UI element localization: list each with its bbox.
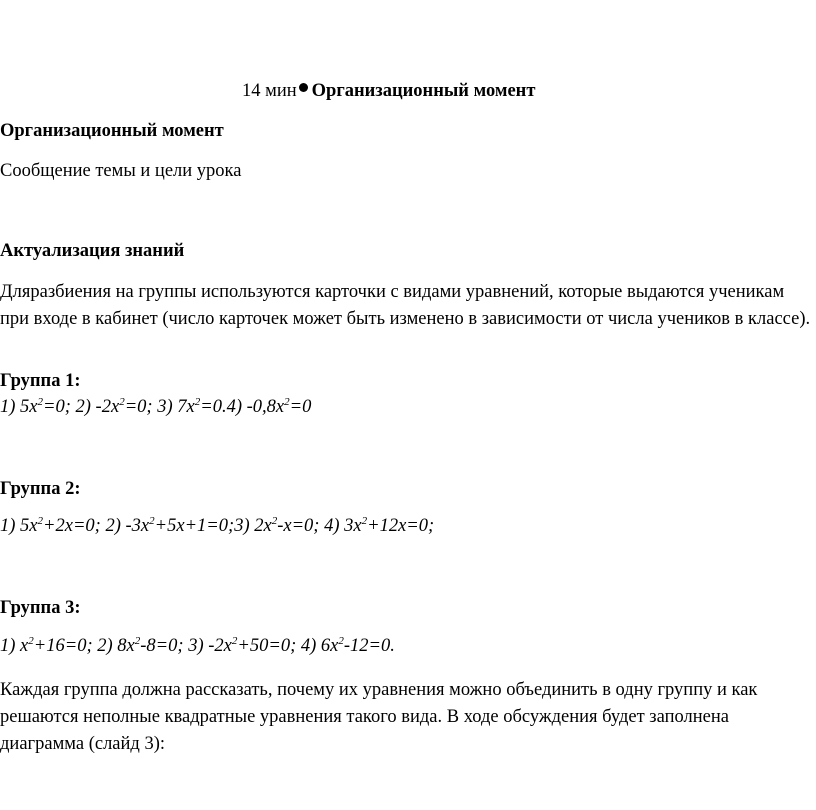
group-2-label: Группа 2: [0, 479, 81, 499]
group-3-equations: 1) $x^2+16=0$; 2) $8x^2-8=0$; 3) $-2x^2+50=0$; 4) $6x^2-12=0$. [0, 635, 395, 656]
section-heading-knowledge: Актуализация знаний [0, 241, 185, 261]
group-1-label: Группа 1: [0, 371, 81, 391]
section-text-topic: Сообщение темы и цели урока [0, 161, 242, 181]
page-header [242, 81, 535, 102]
grouping-paragraph: Дляразбиения на группы используются карточки с видами уравнений, которые выдаются ученикам при входе в кабинет (число карточек может быть изменено в зависимости от числа учеников в классе). [0, 282, 811, 329]
duration-label: 14 мин [242, 81, 297, 101]
group-2-equations: 1) $5x^2+2x=0$; 2) $-3x^2+5x+1=0;3$) $2x^2-x=0$; 4) $3x^2+12x=0$; [0, 515, 435, 536]
group-3-label: Группа 3: [0, 598, 81, 618]
page-title: Организационный момент [311, 81, 536, 101]
group-1-equations: 1) $5x^2=0$; 2) $-2x^2=0$; 3) $7x^2=0.4$) $-0,8x^2=0$ [0, 396, 312, 417]
closing-paragraph: Каждая группа должна рассказать, почему их уравнения можно объединить в одну группу и как решаются неполные квадратные уравнения такого вида. В ходе обсуждения будет заполнена диаграмма (слайд 3): [0, 680, 758, 754]
section-heading-org: Организационный момент [0, 121, 224, 141]
bullet-dot-icon [299, 83, 308, 92]
